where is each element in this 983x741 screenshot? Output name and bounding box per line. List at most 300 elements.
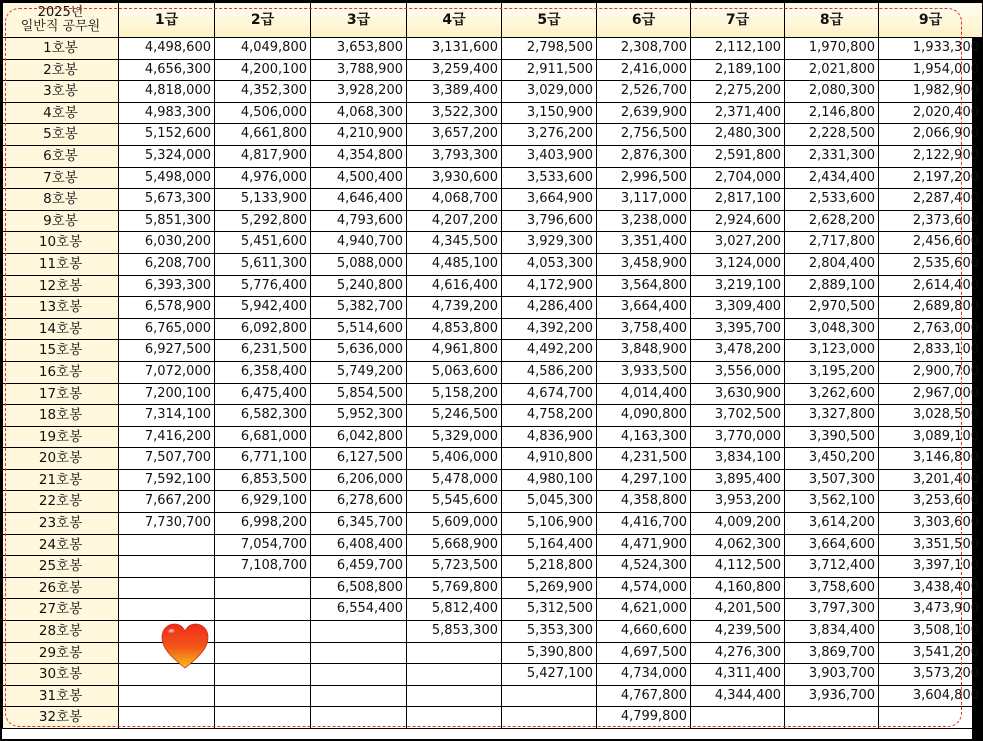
pay-cell: 2,689,800 (879, 297, 983, 319)
pay-cell (119, 707, 215, 729)
pay-cell: 3,770,000 (691, 426, 785, 448)
pay-cell: 3,573,200 (879, 664, 983, 686)
pay-cell: 5,164,400 (502, 534, 597, 556)
pay-cell: 5,673,300 (119, 189, 215, 211)
grade-header: 1급 (119, 3, 215, 38)
pay-cell (215, 599, 311, 621)
pay-cell: 3,664,600 (785, 534, 879, 556)
pay-cell: 3,028,500 (879, 405, 983, 427)
pay-cell: 2,996,500 (597, 167, 691, 189)
pay-cell: 4,207,200 (407, 210, 502, 232)
pay-cell: 3,048,300 (785, 318, 879, 340)
pay-cell: 4,506,000 (215, 102, 311, 124)
pay-cell: 3,834,100 (691, 448, 785, 470)
corner-header (3, 3, 119, 38)
pay-cell (215, 707, 311, 729)
pay-cell: 2,480,300 (691, 124, 785, 146)
step-label: 21호봉 (3, 469, 119, 491)
pay-cell: 3,712,400 (785, 556, 879, 578)
pay-cell: 2,189,100 (691, 59, 785, 81)
pay-cell: 6,853,500 (215, 469, 311, 491)
pay-cell: 5,668,900 (407, 534, 502, 556)
salary-table-body (3, 38, 983, 729)
pay-cell (879, 707, 983, 729)
pay-cell: 5,451,600 (215, 232, 311, 254)
grade-header: 2급 (215, 3, 311, 38)
pay-cell: 2,756,500 (597, 124, 691, 146)
pay-cell: 5,636,000 (311, 340, 407, 362)
pay-cell: 5,088,000 (311, 253, 407, 275)
pay-cell: 4,586,200 (502, 361, 597, 383)
pay-cell: 3,390,500 (785, 426, 879, 448)
pay-cell: 4,068,300 (311, 102, 407, 124)
pay-cell: 3,758,600 (785, 577, 879, 599)
step-label: 22호봉 (3, 491, 119, 513)
step-label: 1호봉 (3, 38, 119, 60)
pay-cell: 4,201,500 (691, 599, 785, 621)
pay-cell: 2,112,100 (691, 38, 785, 60)
pay-cell (119, 556, 215, 578)
pay-cell (119, 599, 215, 621)
table-row (3, 426, 983, 448)
pay-cell: 5,324,000 (119, 145, 215, 167)
pay-cell: 4,656,300 (119, 59, 215, 81)
pay-cell: 4,524,300 (597, 556, 691, 578)
pay-cell: 3,403,900 (502, 145, 597, 167)
pay-cell: 4,416,700 (597, 513, 691, 535)
table-row (3, 469, 983, 491)
grade-header: 6급 (597, 3, 691, 38)
pay-cell: 4,344,400 (691, 685, 785, 707)
step-label: 24호봉 (3, 534, 119, 556)
pay-cell: 2,021,800 (785, 59, 879, 81)
pay-cell: 3,327,800 (785, 405, 879, 427)
table-row (3, 513, 983, 535)
pay-cell (119, 621, 215, 643)
pay-cell: 2,639,900 (597, 102, 691, 124)
pay-cell: 2,456,600 (879, 232, 983, 254)
pay-cell: 2,373,600 (879, 210, 983, 232)
pay-cell: 5,312,500 (502, 599, 597, 621)
pay-cell (691, 707, 785, 729)
table-row (3, 599, 983, 621)
pay-cell: 4,660,600 (597, 621, 691, 643)
pay-cell: 3,562,100 (785, 491, 879, 513)
pay-cell: 3,219,100 (691, 275, 785, 297)
pay-cell: 3,933,500 (597, 361, 691, 383)
pay-cell: 3,123,000 (785, 340, 879, 362)
pay-cell: 6,475,400 (215, 383, 311, 405)
pay-cell: 3,238,000 (597, 210, 691, 232)
pay-cell: 5,952,300 (311, 405, 407, 427)
pay-cell: 6,998,200 (215, 513, 311, 535)
pay-cell: 4,014,400 (597, 383, 691, 405)
pay-cell: 3,201,400 (879, 469, 983, 491)
pay-cell: 5,776,400 (215, 275, 311, 297)
pay-cell: 4,276,300 (691, 642, 785, 664)
pay-cell: 6,459,700 (311, 556, 407, 578)
pay-cell: 3,303,600 (879, 513, 983, 535)
pay-cell: 3,664,400 (597, 297, 691, 319)
pay-cell (407, 664, 502, 686)
step-label: 11호봉 (3, 253, 119, 275)
table-row (3, 145, 983, 167)
pay-cell: 3,027,200 (691, 232, 785, 254)
pay-cell: 6,929,100 (215, 491, 311, 513)
pay-cell: 2,197,200 (879, 167, 983, 189)
pay-cell: 4,090,800 (597, 405, 691, 427)
pay-cell: 4,574,000 (597, 577, 691, 599)
pay-cell (502, 685, 597, 707)
pay-cell: 4,160,800 (691, 577, 785, 599)
pay-cell: 4,345,500 (407, 232, 502, 254)
table-row (3, 81, 983, 103)
step-label: 14호봉 (3, 318, 119, 340)
pay-cell: 2,817,100 (691, 189, 785, 211)
table-row (3, 642, 983, 664)
pay-cell: 3,117,000 (597, 189, 691, 211)
step-label: 19호봉 (3, 426, 119, 448)
pay-cell (215, 685, 311, 707)
step-label: 30호봉 (3, 664, 119, 686)
table-row (3, 491, 983, 513)
table-row (3, 59, 983, 81)
pay-cell: 2,924,600 (691, 210, 785, 232)
grade-header: 5급 (502, 3, 597, 38)
pay-cell (407, 642, 502, 664)
pay-cell: 3,351,500 (879, 534, 983, 556)
pay-cell: 7,507,700 (119, 448, 215, 470)
pay-cell: 5,329,000 (407, 426, 502, 448)
pay-cell: 3,664,900 (502, 189, 597, 211)
step-label: 15호봉 (3, 340, 119, 362)
step-label: 18호봉 (3, 405, 119, 427)
pay-cell: 5,609,000 (407, 513, 502, 535)
pay-cell: 2,614,400 (879, 275, 983, 297)
pay-cell: 3,758,400 (597, 318, 691, 340)
pay-cell (407, 707, 502, 729)
pay-cell: 1,982,900 (879, 81, 983, 103)
pay-cell: 2,717,800 (785, 232, 879, 254)
table-row (3, 210, 983, 232)
pay-cell: 2,970,500 (785, 297, 879, 319)
pay-cell: 3,834,400 (785, 621, 879, 643)
pay-cell: 5,045,300 (502, 491, 597, 513)
pay-cell: 3,309,400 (691, 297, 785, 319)
pay-cell: 7,054,700 (215, 534, 311, 556)
pay-cell: 7,200,100 (119, 383, 215, 405)
pay-cell: 3,653,800 (311, 38, 407, 60)
pay-cell: 6,554,400 (311, 599, 407, 621)
pay-cell: 4,231,500 (597, 448, 691, 470)
pay-cell: 3,395,700 (691, 318, 785, 340)
pay-cell: 3,124,000 (691, 253, 785, 275)
pay-cell: 3,903,700 (785, 664, 879, 686)
pay-cell: 4,621,000 (597, 599, 691, 621)
pay-cell: 4,961,800 (407, 340, 502, 362)
grade-header: 9급 (879, 3, 983, 38)
pay-cell: 3,564,800 (597, 275, 691, 297)
pay-cell: 5,133,900 (215, 189, 311, 211)
table-row (3, 556, 983, 578)
pay-cell: 3,438,400 (879, 577, 983, 599)
pay-cell: 5,514,600 (311, 318, 407, 340)
pay-cell: 5,152,600 (119, 124, 215, 146)
pay-cell: 5,292,800 (215, 210, 311, 232)
grade-header: 8급 (785, 3, 879, 38)
pay-cell: 5,851,300 (119, 210, 215, 232)
pay-cell: 3,929,300 (502, 232, 597, 254)
table-row (3, 448, 983, 470)
pay-cell: 4,354,800 (311, 145, 407, 167)
pay-cell: 6,771,100 (215, 448, 311, 470)
pay-cell: 4,062,300 (691, 534, 785, 556)
pay-cell: 2,704,000 (691, 167, 785, 189)
table-row (3, 405, 983, 427)
pay-cell: 3,614,200 (785, 513, 879, 535)
pay-cell: 5,498,000 (119, 167, 215, 189)
grade-header: 4급 (407, 3, 502, 38)
pay-cell (119, 577, 215, 599)
pay-cell: 2,020,400 (879, 102, 983, 124)
pay-cell: 3,351,400 (597, 232, 691, 254)
pay-cell: 2,416,000 (597, 59, 691, 81)
pay-cell: 2,833,100 (879, 340, 983, 362)
table-row (3, 297, 983, 319)
pay-cell: 3,195,200 (785, 361, 879, 383)
pay-cell: 5,853,300 (407, 621, 502, 643)
table-row (3, 189, 983, 211)
pay-cell: 5,240,800 (311, 275, 407, 297)
pay-cell: 3,630,900 (691, 383, 785, 405)
pay-cell: 4,352,300 (215, 81, 311, 103)
pay-cell: 2,911,500 (502, 59, 597, 81)
pay-cell: 2,275,200 (691, 81, 785, 103)
pay-cell: 5,749,200 (311, 361, 407, 383)
table-row (3, 275, 983, 297)
pay-cell: 3,928,200 (311, 81, 407, 103)
step-label: 16호봉 (3, 361, 119, 383)
table-row (3, 577, 983, 599)
pay-cell: 3,089,100 (879, 426, 983, 448)
pay-cell: 4,853,800 (407, 318, 502, 340)
pay-cell: 3,793,300 (407, 145, 502, 167)
pay-cell: 4,940,700 (311, 232, 407, 254)
pay-cell: 2,146,800 (785, 102, 879, 124)
pay-cell: 3,930,600 (407, 167, 502, 189)
pay-cell: 3,253,600 (879, 491, 983, 513)
pay-cell: 2,526,700 (597, 81, 691, 103)
pay-cell: 5,063,600 (407, 361, 502, 383)
pay-cell: 5,812,400 (407, 599, 502, 621)
pay-cell: 4,836,900 (502, 426, 597, 448)
pay-cell: 4,049,800 (215, 38, 311, 60)
pay-cell: 2,804,400 (785, 253, 879, 275)
pay-cell: 2,876,300 (597, 145, 691, 167)
pay-cell: 1,970,800 (785, 38, 879, 60)
pay-cell: 3,262,600 (785, 383, 879, 405)
pay-cell: 3,604,800 (879, 685, 983, 707)
pay-cell: 4,163,300 (597, 426, 691, 448)
pay-cell: 4,767,800 (597, 685, 691, 707)
pay-cell (502, 707, 597, 729)
pay-cell: 7,592,100 (119, 469, 215, 491)
pay-cell: 3,507,300 (785, 469, 879, 491)
pay-cell: 4,009,200 (691, 513, 785, 535)
pay-cell: 3,895,400 (691, 469, 785, 491)
pay-cell: 2,066,900 (879, 124, 983, 146)
pay-cell: 3,259,400 (407, 59, 502, 81)
pay-cell (311, 664, 407, 686)
pay-cell: 4,817,900 (215, 145, 311, 167)
pay-cell: 5,246,500 (407, 405, 502, 427)
pay-cell: 4,983,300 (119, 102, 215, 124)
pay-cell: 4,498,600 (119, 38, 215, 60)
pay-cell (311, 642, 407, 664)
step-label: 5호봉 (3, 124, 119, 146)
step-label: 28호봉 (3, 621, 119, 643)
table-row (3, 38, 983, 60)
pay-cell: 4,112,500 (691, 556, 785, 578)
pay-cell: 4,799,800 (597, 707, 691, 729)
pay-cell: 2,228,500 (785, 124, 879, 146)
step-label: 3호봉 (3, 81, 119, 103)
pay-cell: 2,535,600 (879, 253, 983, 275)
pay-cell (215, 664, 311, 686)
pay-cell (119, 664, 215, 686)
pay-cell (119, 642, 215, 664)
pay-cell: 3,796,600 (502, 210, 597, 232)
pay-cell: 6,582,300 (215, 405, 311, 427)
pay-cell: 5,854,500 (311, 383, 407, 405)
pay-cell: 3,953,200 (691, 491, 785, 513)
pay-cell: 7,730,700 (119, 513, 215, 535)
table-row (3, 664, 983, 686)
pay-cell: 4,661,800 (215, 124, 311, 146)
pay-cell: 4,818,000 (119, 81, 215, 103)
pay-cell (785, 707, 879, 729)
pay-cell: 5,106,900 (502, 513, 597, 535)
pay-cell: 6,345,700 (311, 513, 407, 535)
pay-cell: 3,533,600 (502, 167, 597, 189)
pay-cell: 3,869,700 (785, 642, 879, 664)
pay-cell: 7,416,200 (119, 426, 215, 448)
pay-cell (311, 707, 407, 729)
pay-cell (215, 642, 311, 664)
pay-cell: 4,053,300 (502, 253, 597, 275)
pay-cell: 4,358,800 (597, 491, 691, 513)
pay-cell: 4,980,100 (502, 469, 597, 491)
step-label: 9호봉 (3, 210, 119, 232)
pay-cell: 4,210,900 (311, 124, 407, 146)
grade-header: 7급 (691, 3, 785, 38)
pay-cell: 3,389,400 (407, 81, 502, 103)
step-label: 32호봉 (3, 707, 119, 729)
pay-cell: 3,797,300 (785, 599, 879, 621)
pay-cell: 6,206,000 (311, 469, 407, 491)
step-label: 6호봉 (3, 145, 119, 167)
pay-cell: 4,646,400 (311, 189, 407, 211)
pay-cell: 5,942,400 (215, 297, 311, 319)
pay-cell: 6,358,400 (215, 361, 311, 383)
pay-cell: 2,287,400 (879, 189, 983, 211)
pay-cell: 4,697,500 (597, 642, 691, 664)
pay-cell: 2,889,100 (785, 275, 879, 297)
pay-cell: 4,200,100 (215, 59, 311, 81)
pay-cell: 4,758,200 (502, 405, 597, 427)
pay-cell: 2,628,200 (785, 210, 879, 232)
header-row (3, 3, 983, 38)
pay-cell: 3,276,200 (502, 124, 597, 146)
pay-cell: 1,933,300 (879, 38, 983, 60)
pay-cell: 3,702,500 (691, 405, 785, 427)
step-label: 23호봉 (3, 513, 119, 535)
pay-cell: 3,788,900 (311, 59, 407, 81)
table-row (3, 102, 983, 124)
step-label: 20호봉 (3, 448, 119, 470)
pay-cell: 2,122,900 (879, 145, 983, 167)
pay-cell: 6,681,000 (215, 426, 311, 448)
pay-cell: 2,308,700 (597, 38, 691, 60)
pay-cell: 6,127,500 (311, 448, 407, 470)
pay-cell (407, 685, 502, 707)
pay-cell (119, 534, 215, 556)
pay-cell: 6,208,700 (119, 253, 215, 275)
pay-cell: 3,478,200 (691, 340, 785, 362)
pay-cell: 5,769,800 (407, 577, 502, 599)
pay-cell: 4,172,900 (502, 275, 597, 297)
pay-cell (119, 685, 215, 707)
pay-cell: 3,150,900 (502, 102, 597, 124)
pay-cell (215, 577, 311, 599)
pay-cell: 3,029,000 (502, 81, 597, 103)
corner-title: 일반직 공무원 (20, 19, 101, 34)
table-row (3, 253, 983, 275)
pay-cell: 5,545,600 (407, 491, 502, 513)
pay-cell: 5,353,300 (502, 621, 597, 643)
table-row (3, 707, 983, 729)
pay-cell: 7,667,200 (119, 491, 215, 513)
pay-cell: 3,508,100 (879, 621, 983, 643)
pay-cell: 4,674,700 (502, 383, 597, 405)
table-row (3, 685, 983, 707)
pay-cell (311, 621, 407, 643)
pay-cell: 6,508,800 (311, 577, 407, 599)
pay-cell: 4,311,400 (691, 664, 785, 686)
pay-cell (215, 621, 311, 643)
pay-cell: 6,408,400 (311, 534, 407, 556)
pay-cell: 7,108,700 (215, 556, 311, 578)
table-row (3, 361, 983, 383)
pay-cell: 3,473,900 (879, 599, 983, 621)
pay-cell: 5,218,800 (502, 556, 597, 578)
pay-cell: 3,936,700 (785, 685, 879, 707)
pay-cell: 6,393,300 (119, 275, 215, 297)
pay-cell: 5,269,900 (502, 577, 597, 599)
pay-cell: 4,734,000 (597, 664, 691, 686)
pay-cell: 6,278,600 (311, 491, 407, 513)
pay-cell: 4,492,200 (502, 340, 597, 362)
step-label: 26호봉 (3, 577, 119, 599)
pay-cell: 4,976,000 (215, 167, 311, 189)
pay-cell: 5,158,200 (407, 383, 502, 405)
pay-cell: 4,068,700 (407, 189, 502, 211)
pay-cell: 3,458,900 (597, 253, 691, 275)
step-label: 13호봉 (3, 297, 119, 319)
pay-cell: 4,471,900 (597, 534, 691, 556)
step-label: 2호봉 (3, 59, 119, 81)
pay-cell: 4,739,200 (407, 297, 502, 319)
